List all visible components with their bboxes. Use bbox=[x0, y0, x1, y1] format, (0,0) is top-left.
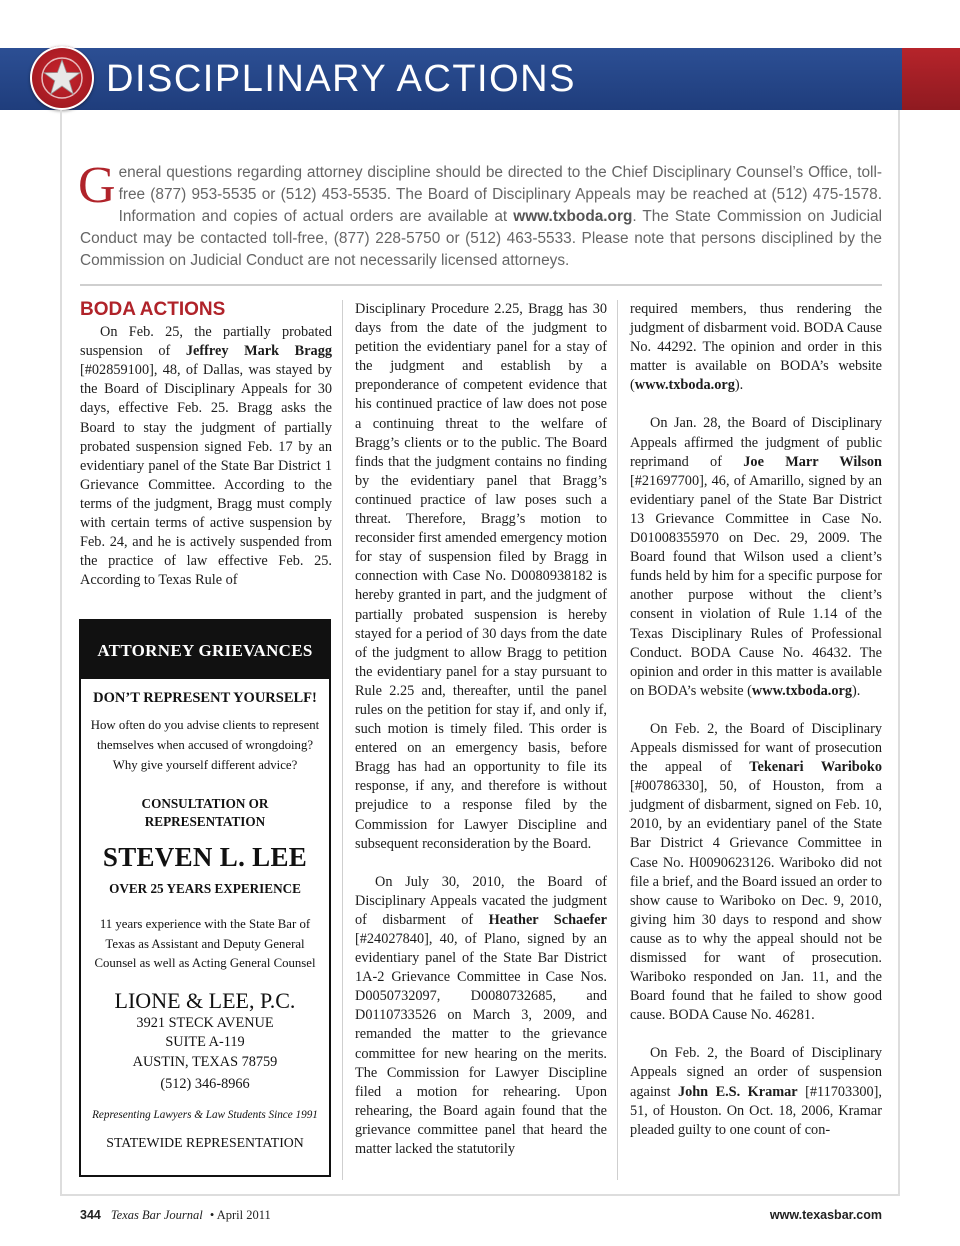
footer-left: 344 Texas Bar Journal • April 2011 bbox=[80, 1208, 271, 1222]
issue-date: April 2011 bbox=[216, 1208, 271, 1222]
column-3 bbox=[630, 300, 882, 1140]
ad-address-line: AUSTIN, TEXAS 78759 bbox=[132, 1053, 278, 1070]
ad-heading: ATTORNEY GRIEVANCES bbox=[81, 621, 329, 679]
ad-subheading: DON’T REPRESENT YOURSELF! bbox=[93, 690, 317, 706]
article-paragraph: On Feb. 2, the Board of Disciplinary Appeals dismissed for want of prosecution the appeal of Tekenari Wariboko [#00786330], 50, of Houston, from a judgment of disbarment, signed on Feb. 10, 2010, by an evidentiary panel of the State Bar District 4 Grievance Committee in Case No. H0090623126. Wariboko did not file a brief, and the Board issued an order to show cause to Wariboko on Dec. 9, 2010, giving him 30 days to respond and show cause as to why the appeal should not be dismissed for want of prosecution. Wariboko responded on Jan. 11, and the Board found that he failed to show good cause. BODA Cause No. 46281. bbox=[630, 720, 882, 1024]
intro-divider bbox=[80, 284, 882, 286]
page-title: DISCIPLINARY ACTIONS bbox=[106, 58, 576, 100]
footer-website[interactable]: www.texasbar.com bbox=[769, 1208, 882, 1222]
article-paragraph: On Feb. 25, the partially probated suspension of Jeffrey Mark Bragg [#02859100], 48, of Dallas, was stayed by the Board of Disciplinary Appeals for 30 days, effective Feb. 25. Bragg asks the Board to stay the judgment of partially probated suspension signed Feb. 17 by an evidentiary panel of the State Bar District 1 Grievance Committee. According to the terms of the judgment, Bragg must comply with certain terms of active suspension by Feb. 24, and he is actively suspended from the practice of law effective Feb. 25. According to Texas Rule of bbox=[80, 324, 333, 589]
article-paragraph: Disciplinary Procedure 2.25, Bragg has 30 days from the date of the judgment to petition the evidentiary panel for a stay of the judgment and establish by a preponderance of competent evidence that his continued practice of law does not pose a continuing threat to the welfare of Bragg’s clients or to the public. The Board finds that the judgment contains no finding by the evidentiary panel that Bragg’s continued practice of law poses such a threat. Therefore, Bragg’s motion to reconsider first amended emergency motion for stay of suspension filed by Bragg in connection with Case No. D0080938182 is hereby granted in part, and the judgment of partially probated suspension is hereby stayed for a period of 30 days from the date of the judgment to allow Bragg to petition the evidentiary panel for a stay pursuant to Rule 2.25 and, thereafter, until the panel rules on the petition for stay if, and only if, such motion is timely filed. This order is entered on an emergency basis, before Bragg has had an opportunity to file its response, if any, and therefore is without prejudice to a response filed by the Commission for Lawyer Discipline and subsequent reconsideration by the Board. bbox=[355, 301, 607, 852]
attorney-name: Heather Schaefer bbox=[488, 911, 608, 928]
attorney-grievances-ad bbox=[79, 619, 331, 1177]
attorney-name: John E.S. Kramar bbox=[677, 1083, 798, 1100]
star-icon bbox=[40, 56, 84, 100]
boda-link[interactable]: www.txboda.org bbox=[634, 377, 735, 394]
ad-statewide: STATEWIDE REPRESENTATION bbox=[106, 1135, 304, 1150]
ad-address-line: SUITE A-119 bbox=[165, 1034, 245, 1050]
ad-consultation: CONSULTATION OR REPRESENTATION bbox=[141, 796, 269, 829]
section-heading: BODA ACTIONS bbox=[80, 299, 226, 320]
ad-tagline: Representing Lawyers & Law Students Since 1991 bbox=[92, 1109, 318, 1121]
ad-attorney-name: STEVEN L. LEE bbox=[102, 842, 308, 872]
ad-phone: (512) 346-8966 bbox=[160, 1076, 250, 1092]
journal-name: Texas Bar Journal bbox=[110, 1208, 203, 1222]
attorney-name: Joe Marr Wilson bbox=[743, 453, 882, 470]
article-paragraph: On Jan. 28, the Board of Disciplinary Appeals affirmed the judgment of public reprimand of Joe Marr Wilson [#21697700], 46, of Amarillo, signed by an evidentiary panel of the State Bar District 13 Grievance Committee in Case No. D01008355970 on Dec. 29, 2009. The Board found that Wilson used a client’s funds held by him for a specific purpose for another purpose without the client’s consent in violation of Rule 1.14 of the Texas Disciplinary Rules of Professional Conduct. BODA Cause No. 46432. The opinion and order in this matter is available on BODA’s website (www.txboda.org). bbox=[630, 415, 882, 699]
article-paragraph: On July 30, 2010, the Board of Disciplinary Appeals vacated the judgment of disbarment of Heather Schaefer [#24027840], 40, of Plano, signed by an evidentiary panel of the State Bar District 1A-2 Grievance Committee in Case Nos. D0050732097, D0080732685, and D0110733526 on March 3, 2009, and remanded the matter to the grievance committee for new hearing on the merits. The Commission for Lawyer Discipline filed a motion for rehearing. Upon rehearing, the Board again found that the grievance committee panel that heard the matter lacked the statutorily bbox=[355, 873, 608, 1158]
column-divider bbox=[617, 300, 618, 1180]
ad-firm-name: LIONE & LEE, P.C. bbox=[114, 987, 296, 1013]
article-paragraph: required members, thus rendering the judgment of disbarment void. BODA Cause No. 44292. The opinion and order in this matter is available on BODA’s website (www.txboda.org). bbox=[630, 301, 882, 394]
ad-description: 11 years experience with the State Bar of Texas as Assistant and Deputy General Counsel as well as Acting General Counsel bbox=[94, 917, 316, 970]
column-divider bbox=[342, 300, 343, 1180]
header-red-tab bbox=[902, 48, 960, 110]
ad-address-line: 3921 STECK AVENUE bbox=[136, 1014, 274, 1031]
drop-cap: G bbox=[78, 157, 116, 214]
column-1 bbox=[80, 300, 332, 590]
column-2 bbox=[355, 300, 607, 1159]
ad-experience: OVER 25 YEARS EXPERIENCE bbox=[109, 881, 301, 896]
boda-link[interactable]: www.txboda.org bbox=[751, 682, 853, 699]
article-paragraph: On Feb. 2, the Board of Disciplinary Appeals signed an order of suspension against John E.S. Kramar [#11703300], 51, of Houston. On Oct. 18, 2006, Kramar pleaded guilty to one count of con- bbox=[630, 1045, 882, 1138]
page-number: 344 bbox=[80, 1208, 101, 1222]
texas-star-seal bbox=[30, 46, 94, 110]
boda-link[interactable]: www.txboda.org bbox=[513, 208, 633, 225]
attorney-name: Tekenari Wariboko bbox=[749, 759, 882, 776]
ad-questions: How often do you advise clients to represent themselves when accused of wrongdoing? Why give yourself different advice? bbox=[90, 718, 320, 772]
intro-paragraph: General questions regarding attorney discipline should be directed to the Chief Disciplinary Counsel’s Office, toll-free (877) 953-5535 or (512) 453-5535. The Board of Disciplinary Appeals may be reached at (512) 475-1578. Information and copies of actual orders are available at www.txboda.org. The State Commission on Judicial Conduct may be contacted toll-free, (877) 228-5750 or (512) 463-5533. Please note that persons disciplined by the Commission on Judicial Conduct are not necessarily licensed attorneys. bbox=[78, 157, 882, 269]
attorney-name: Jeffrey Mark Bragg bbox=[185, 343, 333, 360]
